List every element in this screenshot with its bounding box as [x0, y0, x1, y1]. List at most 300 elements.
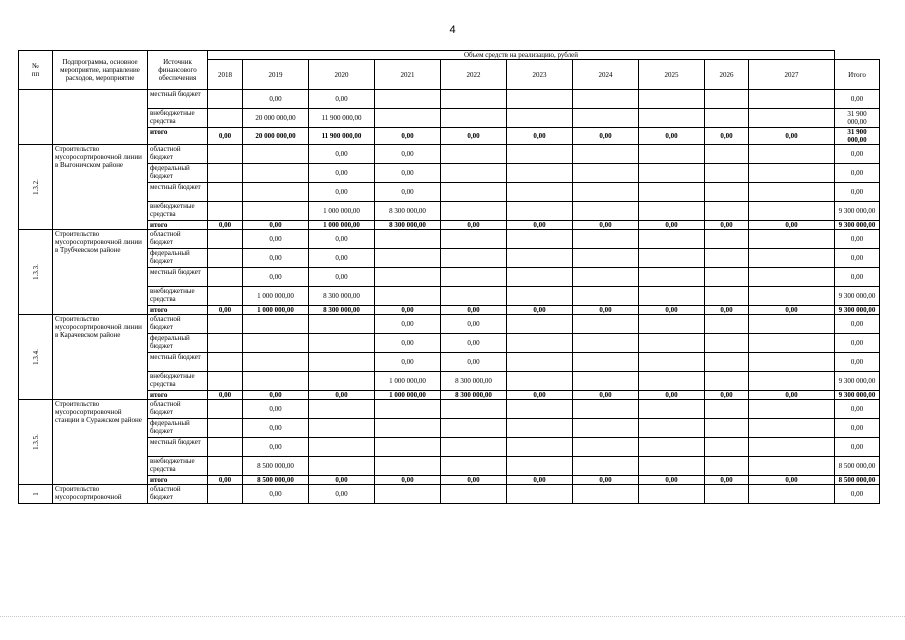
funding-source: местный бюджет: [148, 438, 208, 457]
funding-source: итого: [148, 391, 208, 400]
value-cell: [208, 90, 243, 109]
value-cell: [639, 315, 705, 334]
value-cell: [208, 315, 243, 334]
value-cell: 0,00: [639, 221, 705, 230]
header-year: 2027: [749, 60, 835, 90]
value-cell: 0,00: [309, 90, 375, 109]
value-cell: 0,00: [507, 128, 573, 145]
value-cell: [441, 268, 507, 287]
table-row: [19, 268, 880, 287]
table-row: [19, 109, 880, 128]
value-cell: [573, 230, 639, 249]
value-cell: [441, 230, 507, 249]
value-cell: 0,00: [441, 221, 507, 230]
value-cell: 0,00: [375, 315, 441, 334]
value-cell: 0,00: [243, 90, 309, 109]
value-cell: [705, 268, 749, 287]
value-cell: [375, 287, 441, 306]
value-cell: [573, 202, 639, 221]
value-cell: 8 300 000,00: [309, 287, 375, 306]
row-number: [19, 230, 53, 315]
funding-source: федеральный бюджет: [148, 249, 208, 268]
value-cell: 8 300 000,00: [441, 391, 507, 400]
value-cell: [573, 145, 639, 164]
value-cell: [243, 315, 309, 334]
funding-source: областной бюджет: [148, 485, 208, 504]
total-cell: 9 300 000,00: [835, 391, 880, 400]
value-cell: [705, 419, 749, 438]
total-cell: 9 300 000,00: [835, 287, 880, 306]
value-cell: 0,00: [208, 128, 243, 145]
funding-source: местный бюджет: [148, 183, 208, 202]
value-cell: [749, 249, 835, 268]
value-cell: [375, 90, 441, 109]
funding-source: федеральный бюджет: [148, 419, 208, 438]
value-cell: 0,00: [375, 476, 441, 485]
value-cell: [749, 230, 835, 249]
value-cell: 0,00: [705, 391, 749, 400]
total-cell: 0,00: [835, 353, 880, 372]
value-cell: 0,00: [243, 230, 309, 249]
value-cell: 0,00: [375, 183, 441, 202]
value-cell: 0,00: [705, 128, 749, 145]
value-cell: [639, 109, 705, 128]
value-cell: 0,00: [749, 306, 835, 315]
total-cell: 0,00: [835, 90, 880, 109]
value-cell: [749, 268, 835, 287]
value-cell: [749, 90, 835, 109]
value-cell: [208, 372, 243, 391]
funding-source: итого: [148, 306, 208, 315]
value-cell: [208, 164, 243, 183]
value-cell: [749, 400, 835, 419]
value-cell: [208, 202, 243, 221]
funding-source: итого: [148, 221, 208, 230]
value-cell: [507, 230, 573, 249]
value-cell: [639, 400, 705, 419]
value-cell: [507, 145, 573, 164]
value-cell: [507, 90, 573, 109]
row-number: [19, 400, 53, 485]
value-cell: [507, 419, 573, 438]
funding-source: внебюджетные средства: [148, 109, 208, 128]
value-cell: [208, 457, 243, 476]
total-cell: 0,00: [835, 485, 880, 504]
funding-source: федеральный бюджет: [148, 164, 208, 183]
value-cell: [749, 202, 835, 221]
value-cell: 0,00: [309, 268, 375, 287]
value-cell: 0,00: [243, 391, 309, 400]
header-year: 2025: [639, 60, 705, 90]
table-row: [19, 249, 880, 268]
value-cell: [639, 353, 705, 372]
header-year: 2022: [441, 60, 507, 90]
value-cell: 0,00: [309, 249, 375, 268]
total-cell: 9 300 000,00: [835, 306, 880, 315]
value-cell: 8 300 000,00: [375, 202, 441, 221]
header-year: 2021: [375, 60, 441, 90]
table-row: [19, 353, 880, 372]
table-row: [19, 287, 880, 306]
value-cell: 0,00: [243, 438, 309, 457]
value-cell: [208, 334, 243, 353]
value-cell: [705, 353, 749, 372]
total-cell: 0,00: [835, 438, 880, 457]
value-cell: 0,00: [375, 128, 441, 145]
value-cell: [573, 485, 639, 504]
funding-source: федеральный бюджет: [148, 334, 208, 353]
value-cell: 8 300 000,00: [375, 221, 441, 230]
value-cell: [441, 287, 507, 306]
value-cell: [639, 419, 705, 438]
value-cell: [639, 230, 705, 249]
value-cell: [507, 315, 573, 334]
value-cell: [243, 334, 309, 353]
value-cell: [208, 485, 243, 504]
value-cell: [243, 353, 309, 372]
value-cell: [749, 353, 835, 372]
value-cell: 20 000 000,00: [243, 128, 309, 145]
total-row: [19, 476, 880, 485]
value-cell: [507, 202, 573, 221]
value-cell: [208, 438, 243, 457]
value-cell: 0,00: [705, 476, 749, 485]
header-num: № пп: [19, 51, 53, 90]
page-number: 4: [449, 24, 456, 36]
value-cell: [507, 372, 573, 391]
value-cell: [309, 457, 375, 476]
funding-source: областной бюджет: [148, 145, 208, 164]
value-cell: [749, 164, 835, 183]
value-cell: [507, 287, 573, 306]
value-cell: [573, 419, 639, 438]
table-row: [19, 438, 880, 457]
value-cell: 0,00: [309, 485, 375, 504]
header-year: 2023: [507, 60, 573, 90]
value-cell: 0,00: [749, 221, 835, 230]
value-cell: [705, 438, 749, 457]
total-cell: 31 900 000,00: [835, 109, 880, 128]
funding-source: итого: [148, 476, 208, 485]
value-cell: [441, 438, 507, 457]
value-cell: [639, 249, 705, 268]
value-cell: [705, 287, 749, 306]
value-cell: [441, 90, 507, 109]
row-number: [19, 145, 53, 230]
value-cell: [441, 145, 507, 164]
total-cell: 0,00: [835, 315, 880, 334]
value-cell: 0,00: [573, 476, 639, 485]
total-cell: 9 300 000,00: [835, 221, 880, 230]
value-cell: [507, 485, 573, 504]
value-cell: 0,00: [507, 306, 573, 315]
value-cell: 0,00: [243, 221, 309, 230]
value-cell: 1 000 000,00: [243, 287, 309, 306]
value-cell: 0,00: [573, 128, 639, 145]
value-cell: [639, 268, 705, 287]
value-cell: 8 300 000,00: [441, 372, 507, 391]
value-cell: [639, 202, 705, 221]
total-cell: 0,00: [835, 183, 880, 202]
value-cell: 0,00: [441, 353, 507, 372]
value-cell: 0,00: [375, 306, 441, 315]
value-cell: 0,00: [573, 391, 639, 400]
value-cell: [639, 485, 705, 504]
value-cell: 0,00: [375, 164, 441, 183]
value-cell: [705, 400, 749, 419]
total-cell: 0,00: [835, 419, 880, 438]
value-cell: 0,00: [441, 306, 507, 315]
funding-source: областной бюджет: [148, 400, 208, 419]
value-cell: [573, 438, 639, 457]
value-cell: 0,00: [309, 183, 375, 202]
total-cell: 0,00: [835, 268, 880, 287]
value-cell: [507, 353, 573, 372]
total-cell: 8 500 000,00: [835, 457, 880, 476]
value-cell: [441, 400, 507, 419]
value-cell: [243, 372, 309, 391]
value-cell: [309, 334, 375, 353]
value-cell: [639, 334, 705, 353]
total-cell: 0,00: [835, 249, 880, 268]
value-cell: [507, 268, 573, 287]
value-cell: 0,00: [208, 221, 243, 230]
table-body: [19, 90, 880, 504]
value-cell: [441, 109, 507, 128]
value-cell: [208, 249, 243, 268]
value-cell: [243, 202, 309, 221]
value-cell: 0,00: [441, 128, 507, 145]
value-cell: [639, 145, 705, 164]
item-name: [53, 90, 148, 145]
value-cell: 0,00: [243, 268, 309, 287]
value-cell: [639, 90, 705, 109]
header-volume: Объем средств на реализацию, рублей: [208, 51, 835, 60]
value-cell: 8 500 000,00: [243, 476, 309, 485]
value-cell: [375, 457, 441, 476]
value-cell: [705, 249, 749, 268]
value-cell: [208, 419, 243, 438]
table-row: [19, 183, 880, 202]
value-cell: 0,00: [375, 334, 441, 353]
value-cell: [309, 419, 375, 438]
funding-source: местный бюджет: [148, 268, 208, 287]
table-row: [19, 334, 880, 353]
header-year: 2026: [705, 60, 749, 90]
value-cell: [375, 268, 441, 287]
value-cell: [309, 438, 375, 457]
row-number-text: 1.3.3.: [31, 264, 40, 280]
item-name: Строительство мусоросортировочной: [53, 485, 148, 504]
value-cell: [705, 372, 749, 391]
total-cell: 0,00: [835, 334, 880, 353]
value-cell: 0,00: [573, 221, 639, 230]
value-cell: [375, 419, 441, 438]
value-cell: 0,00: [507, 391, 573, 400]
value-cell: [243, 164, 309, 183]
value-cell: [705, 145, 749, 164]
value-cell: 1 000 000,00: [375, 391, 441, 400]
table-row: [19, 457, 880, 476]
value-cell: 0,00: [749, 128, 835, 145]
total-row: [19, 221, 880, 230]
value-cell: 0,00: [705, 221, 749, 230]
total-cell: 0,00: [835, 145, 880, 164]
value-cell: [749, 109, 835, 128]
value-cell: 0,00: [639, 306, 705, 315]
value-cell: [639, 372, 705, 391]
value-cell: [375, 109, 441, 128]
total-row: [19, 306, 880, 315]
table-row: [19, 164, 880, 183]
value-cell: [573, 164, 639, 183]
value-cell: 0,00: [749, 391, 835, 400]
value-cell: 1 000 000,00: [375, 372, 441, 391]
row-number: [19, 90, 53, 145]
value-cell: [208, 287, 243, 306]
value-cell: [639, 164, 705, 183]
value-cell: [705, 230, 749, 249]
value-cell: 0,00: [507, 221, 573, 230]
header-year: 2019: [243, 60, 309, 90]
value-cell: [749, 485, 835, 504]
value-cell: [375, 249, 441, 268]
value-cell: [705, 457, 749, 476]
value-cell: [441, 183, 507, 202]
value-cell: [441, 164, 507, 183]
funding-source: областной бюджет: [148, 315, 208, 334]
scan-artifact-line: [0, 616, 905, 618]
value-cell: 0,00: [309, 230, 375, 249]
total-cell: 0,00: [835, 230, 880, 249]
value-cell: [208, 353, 243, 372]
table-row: [19, 315, 880, 334]
value-cell: 0,00: [208, 391, 243, 400]
header-year: 2018: [208, 60, 243, 90]
value-cell: [573, 183, 639, 202]
value-cell: 0,00: [309, 476, 375, 485]
value-cell: [375, 485, 441, 504]
total-cell: 9 300 000,00: [835, 372, 880, 391]
budget-table: [18, 50, 880, 504]
total-row: [19, 391, 880, 400]
item-name: Строительство мусоросортировочной линии в Карачевском районе: [53, 315, 148, 400]
value-cell: [705, 164, 749, 183]
value-cell: 0,00: [639, 128, 705, 145]
funding-source: внебюджетные средства: [148, 202, 208, 221]
value-cell: 0,00: [639, 476, 705, 485]
table-row: [19, 90, 880, 109]
value-cell: [705, 183, 749, 202]
value-cell: 1 000 000,00: [309, 221, 375, 230]
value-cell: 8 300 000,00: [309, 306, 375, 315]
value-cell: [705, 315, 749, 334]
item-name: Строительство мусоросортировочной линии в Трубчевском районе: [53, 230, 148, 315]
value-cell: [573, 315, 639, 334]
funding-source: внебюджетные средства: [148, 287, 208, 306]
value-cell: [208, 109, 243, 128]
value-cell: [309, 372, 375, 391]
total-cell: 31 900 000,00: [835, 128, 880, 145]
value-cell: [441, 202, 507, 221]
value-cell: 20 000 000,00: [243, 109, 309, 128]
value-cell: 1 000 000,00: [243, 306, 309, 315]
value-cell: 0,00: [243, 485, 309, 504]
value-cell: [441, 249, 507, 268]
value-cell: [375, 230, 441, 249]
value-cell: [705, 334, 749, 353]
value-cell: [749, 438, 835, 457]
value-cell: 0,00: [309, 145, 375, 164]
value-cell: 0,00: [441, 476, 507, 485]
funding-source: местный бюджет: [148, 90, 208, 109]
value-cell: 0,00: [639, 391, 705, 400]
value-cell: 0,00: [243, 400, 309, 419]
value-cell: [208, 230, 243, 249]
value-cell: 11 900 000,00: [309, 109, 375, 128]
total-row: [19, 128, 880, 145]
value-cell: 0,00: [208, 306, 243, 315]
item-name: Строительство мусоросортировочной линии в Выгоничском районе: [53, 145, 148, 230]
value-cell: [639, 438, 705, 457]
value-cell: [208, 183, 243, 202]
value-cell: [639, 183, 705, 202]
row-number-text: 1: [31, 492, 40, 496]
value-cell: [573, 334, 639, 353]
value-cell: 0,00: [441, 334, 507, 353]
header-year: 2024: [573, 60, 639, 90]
value-cell: [507, 109, 573, 128]
value-cell: 8 500 000,00: [243, 457, 309, 476]
table-header: [19, 51, 880, 90]
value-cell: [749, 419, 835, 438]
value-cell: [507, 457, 573, 476]
value-cell: [507, 183, 573, 202]
total-cell: 0,00: [835, 400, 880, 419]
value-cell: 0,00: [375, 145, 441, 164]
funding-source: внебюджетные средства: [148, 372, 208, 391]
value-cell: 0,00: [243, 419, 309, 438]
value-cell: [375, 400, 441, 419]
funding-source: внебюджетные средства: [148, 457, 208, 476]
value-cell: [749, 145, 835, 164]
value-cell: 0,00: [749, 476, 835, 485]
value-cell: 11 900 000,00: [309, 128, 375, 145]
value-cell: 0,00: [705, 306, 749, 315]
value-cell: 0,00: [309, 164, 375, 183]
value-cell: [208, 400, 243, 419]
table-row: [19, 400, 880, 419]
value-cell: [507, 438, 573, 457]
value-cell: [573, 268, 639, 287]
header-source: Источник финансового обеспечения: [148, 51, 208, 90]
total-cell: 0,00: [835, 164, 880, 183]
value-cell: [705, 109, 749, 128]
value-cell: [243, 183, 309, 202]
value-cell: 1 000 000,00: [309, 202, 375, 221]
header-year: Итого: [835, 60, 880, 90]
row-number: [19, 485, 53, 504]
table-row: [19, 419, 880, 438]
value-cell: [705, 485, 749, 504]
value-cell: 0,00: [507, 476, 573, 485]
value-cell: 0,00: [441, 315, 507, 334]
item-name: Строительство мусоросортировочной станции в Суражском районе: [53, 400, 148, 485]
row-number: [19, 315, 53, 400]
value-cell: 0,00: [243, 249, 309, 268]
funding-source: местный бюджет: [148, 353, 208, 372]
value-cell: [705, 90, 749, 109]
